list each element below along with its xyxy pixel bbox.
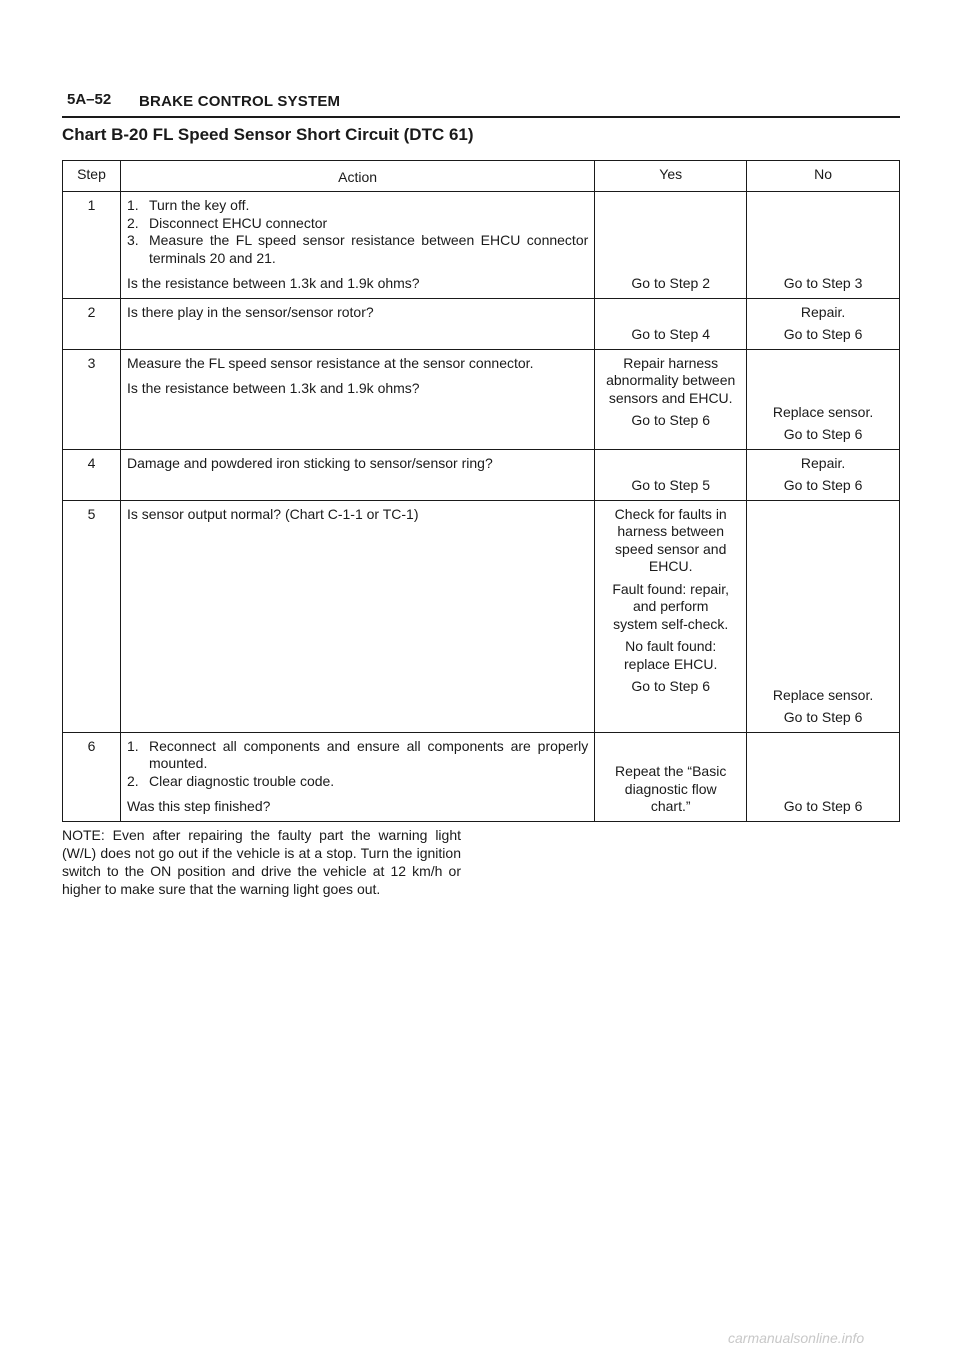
step-number: 4 — [63, 449, 121, 500]
note-paragraph: NOTE: Even after repairing the faulty part the warning light (W/L) does not go out if the vehicle is at a stop. Turn the ignition switch to the ON position and drive the vehicle at 12 km/h or higher to make sure that the warning light goes out. — [62, 827, 461, 897]
action-cell — [120, 298, 594, 349]
step-number: 3 — [63, 349, 121, 449]
action-text: Measure the FL speed sensor resistance at the sensor connector. — [126, 354, 534, 371]
page-number: 5A–52 — [67, 91, 112, 108]
table-row — [63, 192, 900, 299]
header-no: No — [747, 161, 900, 192]
action-cell — [120, 349, 594, 449]
yes-cell: Check for faults in harness between speed sensor and EHCU. Fault found: repair, and perform system self-check. No fault found: replace EHCU. Go to Step 6 — [595, 500, 747, 732]
yes-cell: Go to Step 4 — [595, 298, 747, 349]
table-row — [63, 298, 900, 349]
action-question: Is there play in the sensor/sensor rotor? — [126, 303, 374, 320]
table-header-row — [63, 161, 900, 192]
chart-title: Chart B-20 FL Speed Sensor Short Circuit (DTC 61) — [62, 125, 474, 144]
no-cell: Go to Step 6 — [747, 732, 900, 821]
yes-cell: Go to Step 2 — [595, 192, 747, 299]
action-item: 2. Clear diagnostic trouble code. — [126, 772, 335, 789]
action-item: 1. Reconnect all components and ensure all components are properly mounted. — [126, 737, 589, 771]
yes-cell: Go to Step 5 — [595, 449, 747, 500]
diagnostic-table — [62, 160, 900, 822]
header-action: Action — [120, 161, 594, 192]
table-row — [63, 732, 900, 821]
action-cell — [120, 500, 594, 732]
table-row — [63, 500, 900, 732]
yes-cell: Repair harness abnormality between sensors and EHCU. Go to Step 6 — [595, 349, 747, 449]
header-yes: Yes — [595, 161, 747, 192]
watermark-logo: carmanualsonline.info — [728, 1330, 865, 1346]
action-cell — [120, 732, 594, 821]
action-item: 1. Turn the key off. — [126, 197, 250, 213]
action-question: Is the resistance between 1.3k and 1.9k ohms? — [126, 275, 420, 291]
section-title: BRAKE CONTROL SYSTEM — [139, 93, 341, 110]
no-cell: Replace sensor. Go to Step 6 — [747, 500, 900, 732]
yes-cell: Repeat the “Basic diagnostic flow chart.” — [595, 732, 747, 821]
step-number: 5 — [63, 500, 121, 732]
action-item: 3. Measure the FL speed sensor resistance between EHCU connector terminals 20 and 21. — [126, 232, 589, 266]
no-cell: Replace sensor. Go to Step 6 — [747, 349, 900, 449]
header-step: Step — [63, 161, 121, 192]
action-cell — [120, 192, 594, 299]
no-cell: Repair. Go to Step 6 — [747, 449, 900, 500]
action-question: Damage and powdered iron sticking to sensor/sensor ring? — [126, 454, 493, 471]
action-question: Is the resistance between 1.3k and 1.9k ohms? — [126, 380, 420, 396]
no-cell: Go to Step 3 — [747, 192, 900, 299]
action-item: 2. Disconnect EHCU connector — [126, 214, 328, 231]
action-question: Was this step finished? — [126, 798, 271, 814]
no-cell: Repair. Go to Step 6 — [747, 298, 900, 349]
action-question: Is sensor output normal? (Chart C-1-1 or TC-1) — [126, 505, 419, 522]
step-number: 6 — [63, 732, 121, 821]
table-row — [63, 349, 900, 449]
action-cell — [120, 449, 594, 500]
table-row — [63, 449, 900, 500]
step-number: 1 — [63, 192, 121, 299]
header-divider — [62, 116, 900, 118]
step-number: 2 — [63, 298, 121, 349]
